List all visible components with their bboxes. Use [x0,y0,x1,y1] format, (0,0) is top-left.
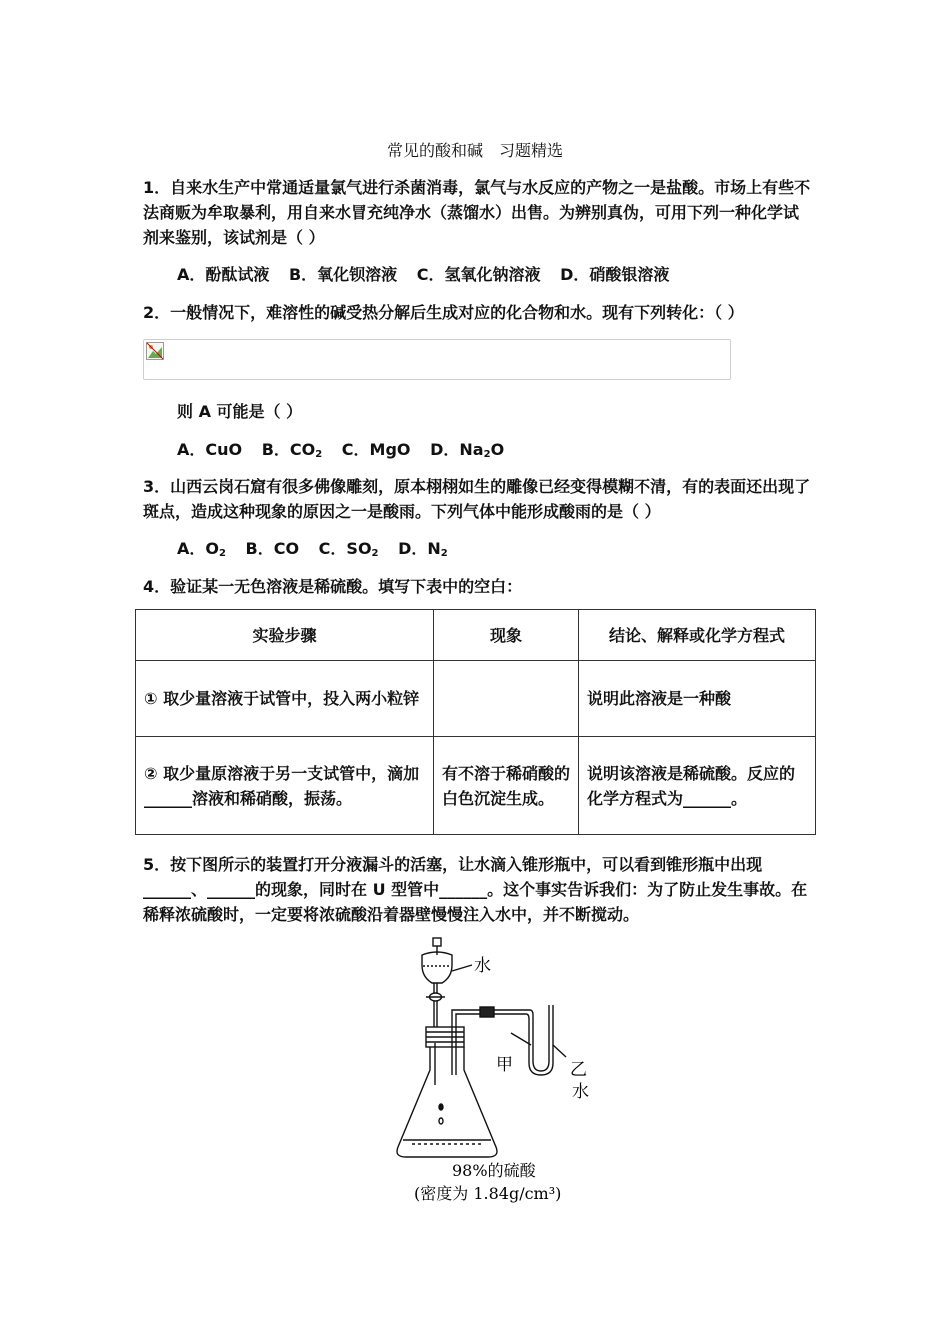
table-cell: 说明此溶液是一种酸 [579,661,816,737]
table-header-cell: 结论、解释或化学方程式 [579,610,816,661]
table-header-cell: 实验步骤 [136,610,434,661]
question-2: 2．一般情况下，难溶性的碱受热分解后生成对应的化合物和水。现有下列转化：（ ） [143,303,744,322]
table-cell: ① 取少量溶液于试管中，投入两小粒锌 [136,661,434,737]
question-2-sub: 则 A 可能是（ ） [177,402,303,421]
question-1: 1．自来水生产中常通适量氯气进行杀菌消毒，氯气与水反应的产物之一是盐酸。市场上有些不法商贩为牟取暴利，用自来水冒充纯净水（蒸馏水）出售。为辨别真伪，可用下列一种化学试剂来鉴别，该试剂是（ ） [143,178,811,247]
q3-option-c-sub: 2 [371,548,379,559]
table-header-row [136,610,816,661]
q2-option-b-sub: 2 [315,449,323,460]
q3-option-a-text: A．O [177,539,219,558]
q2-option-c: C．MgO [341,440,411,459]
experiment-table [135,609,816,835]
table-header-cell: 现象 [434,610,579,661]
broken-image-icon [146,342,164,360]
label-water-funnel: 水 [474,956,491,976]
q3-option-b: B．CO [245,539,300,558]
q1-option-d: D．硝酸银溶液 [560,265,670,284]
q1-option-c: C．氢氧化钠溶液 [416,265,541,284]
q2-option-d-post: O [490,440,505,459]
q3-option-a-sub: 2 [219,548,226,559]
table-row [136,661,816,737]
q1-option-b: B．氧化钡溶液 [288,265,398,284]
q2-option-d [430,437,504,460]
table-cell: 有不溶于稀硝酸的白色沉淀生成。 [434,737,579,835]
q2-option-a: A．CuO [177,440,243,459]
question-2-options [177,437,518,460]
label-yi: 乙 [570,1060,587,1080]
table-cell: 说明该溶液是稀硫酸。反应的化学方程式为______。 [579,737,816,835]
q2-option-d-sub: 2 [483,449,491,460]
broken-image-placeholder [143,339,731,380]
table-cell [434,661,579,737]
q2-option-b-text: B．CO [261,440,316,459]
label-jia: 甲 [496,1055,513,1075]
figure-caption-acid: 98%的硫酸 [452,1161,536,1180]
q3-option-c [319,536,379,559]
question-4: 4．验证某一无色溶液是稀硫酸。填写下表中的空白： [143,577,523,596]
q2-option-d-text: D．Na [430,440,484,459]
q3-option-a [177,536,226,559]
q2-option-b [262,437,323,460]
q3-option-c-text: C．SO [318,539,372,558]
question-3: 3．山西云岗石窟有很多佛像雕刻，原本栩栩如生的雕像已经变得模糊不清，有的表面还出现了斑点，造成这种现象的原因之一是酸雨。下列气体中能形成酸雨的是（ ） [143,477,811,521]
label-water-u: 水 [572,1082,589,1102]
question-3-options [177,536,462,559]
question-1-options [177,262,683,285]
apparatus-figure [390,935,630,1210]
table-row [136,737,816,835]
table-cell: ② 取少量原溶液于另一支试管中，滴加______溶液和稀硝酸，振荡。 [136,737,434,835]
q3-option-d [398,536,448,559]
figure-caption-density: (密度为 1.84g/cm³) [414,1184,562,1203]
question-5: 5．按下图所示的装置打开分液漏斗的活塞，让水滴入锥形瓶中，可以看到锥形瓶中出现______、______的现象，同时在 U 型管中______。这个事实告诉我们：为了防止发生事故。在稀释浓硫酸时，一定要将浓硫酸沿着器壁慢慢注入水中，并不断搅动。 [143,855,808,924]
q3-option-d-sub: 2 [440,548,448,559]
page-title: 常见的酸和碱 习题精选 [386,141,563,160]
q3-option-d-text: D．N [398,539,441,558]
q1-option-a: A．酚酞试液 [177,265,270,284]
